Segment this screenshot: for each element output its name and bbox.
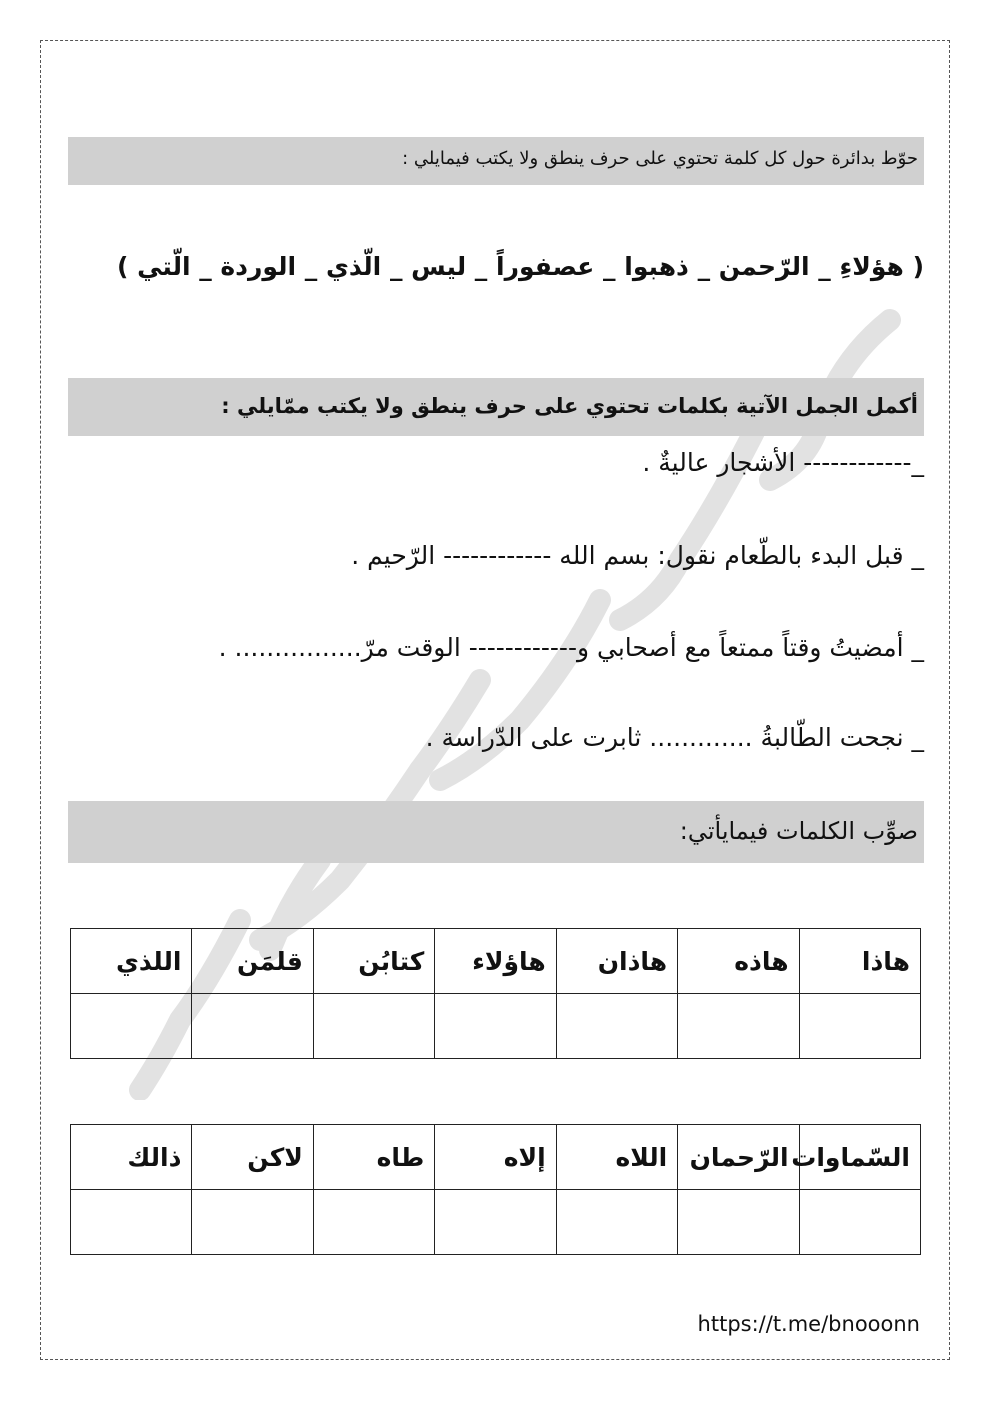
table-row — [71, 929, 921, 994]
answer-cell[interactable] — [192, 994, 313, 1059]
table-cell-word: السّماوات — [799, 1125, 920, 1190]
instruction-complete-banner — [68, 378, 924, 436]
answer-cell[interactable] — [313, 994, 434, 1059]
answer-cell[interactable] — [799, 994, 920, 1059]
sentence-3: _ أمضيتُ وقتاً ممتعاً مع أصحابي و------------ الوقت مرّ................ . — [218, 633, 924, 662]
table-cell-word: هاذان — [556, 929, 677, 994]
table-cell-word: كتابُن — [313, 929, 434, 994]
instruction-correct-text: صوِّب الكلمات فيمايأتي: — [679, 817, 918, 845]
table-cell-word: هاذا — [799, 929, 920, 994]
instruction-correct-banner — [68, 801, 924, 863]
instruction-circle-banner — [68, 137, 924, 185]
table-cell-word: قلمَن — [192, 929, 313, 994]
answer-cell[interactable] — [71, 1190, 192, 1255]
answer-cell[interactable] — [556, 994, 677, 1059]
sentence-4: _ نجحت الطّالبةُ ............. ثابرت على الدّراسة . — [425, 723, 924, 752]
footer-url[interactable]: https://t.me/bnooonn — [697, 1312, 920, 1336]
circle-words-line: ( هؤلاءِ _ الرّحمن _ ذهبوا _ عصفوراً _ ليس _ الّذي _ الوردة _ الّتي ) — [116, 252, 924, 281]
answer-cell[interactable] — [313, 1190, 434, 1255]
instruction-complete-text: أكمل الجمل الآتية بكلمات تحتوي على حرف ينطق ولا يكتب ممّايلي : — [221, 394, 918, 418]
table-cell-word: طاه — [313, 1125, 434, 1190]
table-cell-word: لاكن — [192, 1125, 313, 1190]
table-row — [71, 994, 921, 1059]
table-cell-word: اللذي — [71, 929, 192, 994]
correction-table-1 — [70, 928, 921, 1059]
table-row — [71, 1190, 921, 1255]
sentence-1: _------------ الأشجار عاليةٌ . — [642, 448, 924, 477]
answer-cell[interactable] — [192, 1190, 313, 1255]
sentence-2: _ قبل البدء بالطّعام نقول: بسم الله ------------ الرّحيم . — [351, 541, 924, 570]
table-row — [71, 1125, 921, 1190]
instruction-circle-text: حوّط بدائرة حول كل كلمة تحتوي على حرف ينطق ولا يكتب فيمايلي : — [402, 148, 918, 169]
answer-cell[interactable] — [799, 1190, 920, 1255]
table-cell-word: إلاه — [435, 1125, 556, 1190]
answer-cell[interactable] — [678, 994, 799, 1059]
answer-cell[interactable] — [678, 1190, 799, 1255]
answer-cell[interactable] — [435, 994, 556, 1059]
table-cell-word: الرّحمان — [678, 1125, 799, 1190]
table-cell-word: ذالك — [71, 1125, 192, 1190]
table-cell-word: اللاه — [556, 1125, 677, 1190]
answer-cell[interactable] — [556, 1190, 677, 1255]
answer-cell[interactable] — [435, 1190, 556, 1255]
correction-table-2 — [70, 1124, 921, 1255]
table-cell-word: هاذه — [678, 929, 799, 994]
answer-cell[interactable] — [71, 994, 192, 1059]
table-cell-word: هاؤلاء — [435, 929, 556, 994]
